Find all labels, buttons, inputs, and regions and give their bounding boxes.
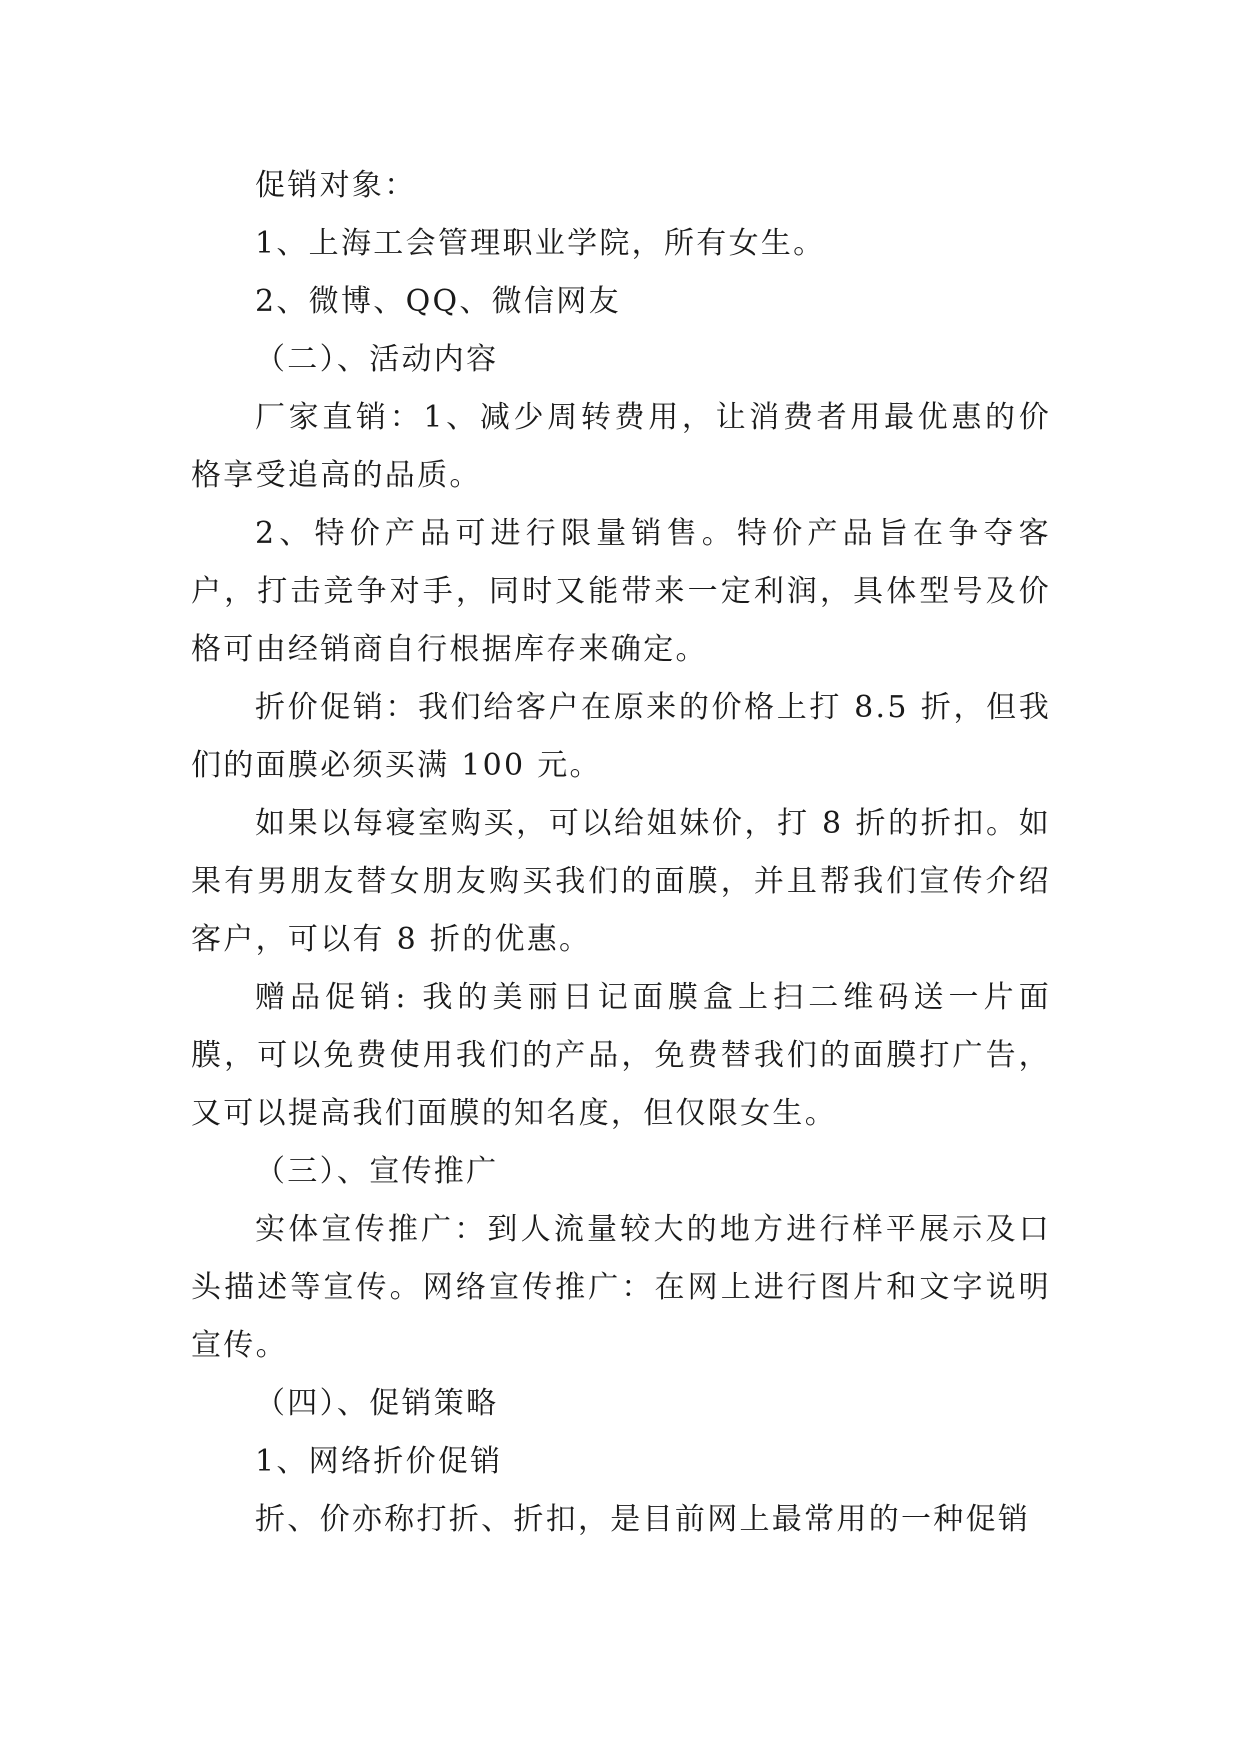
paragraph-online-discount-text: 折、价亦称打折、折扣，是目前网上最常用的一种促销 xyxy=(255,1502,1031,1537)
paragraph-target-item-1: 1、上海工会管理职业学院，所有女生。 xyxy=(255,226,826,261)
section-heading-promotion-strategy: （四）、促销策略 xyxy=(255,1386,499,1421)
paragraph-direct-sales: 厂家直销：1、减少周转费用，让消费者用最优惠的价格享受追高的品质。 xyxy=(191,400,1051,493)
paragraph-online-discount-title: 1、网络折价促销 xyxy=(255,1444,503,1479)
paragraph-target-item-2: 2、微博、QQ、微信网友 xyxy=(255,284,621,319)
paragraph-publicity-details: 实体宣传推广：到人流量较大的地方进行样平展示及口头描述等宣传。网络宣传推广：在网上进行图片和文字说明宣传。 xyxy=(191,1212,1051,1363)
paragraph-gift-promotion: 赠品促销: 我的美丽日记面膜盒上扫二维码送一片面膜，可以免费使用我们的产品，免费替我们的面膜打广告，又可以提高我们面膜的知名度，但仅限女生。 xyxy=(191,980,1051,1131)
paragraph-discount-promotion: 折价促销：我们给客户在原来的价格上打 8.5 折，但我们的面膜必须买满 100 元。 xyxy=(191,690,1051,783)
paragraph-promotion-target-title: 促销对象： xyxy=(255,168,417,203)
paragraph-dorm-discount: 如果以每寝室购买，可以给姐妹价，打 8 折的折扣。如果有男朋友替女朋友购买我们的面膜，并且帮我们宣传介绍客户，可以有 8 折的优惠。 xyxy=(191,806,1051,957)
section-heading-publicity: （三）、宣传推广 xyxy=(255,1154,499,1189)
section-heading-activity-content: （二）、活动内容 xyxy=(255,342,499,377)
document-body xyxy=(191,157,1051,1549)
paragraph-special-price-products: 2、特价产品可进行限量销售。特价产品旨在争夺客户，打击竞争对手，同时又能带来一定利润，具体型号及价格可由经销商自行根据库存来确定。 xyxy=(191,516,1051,667)
